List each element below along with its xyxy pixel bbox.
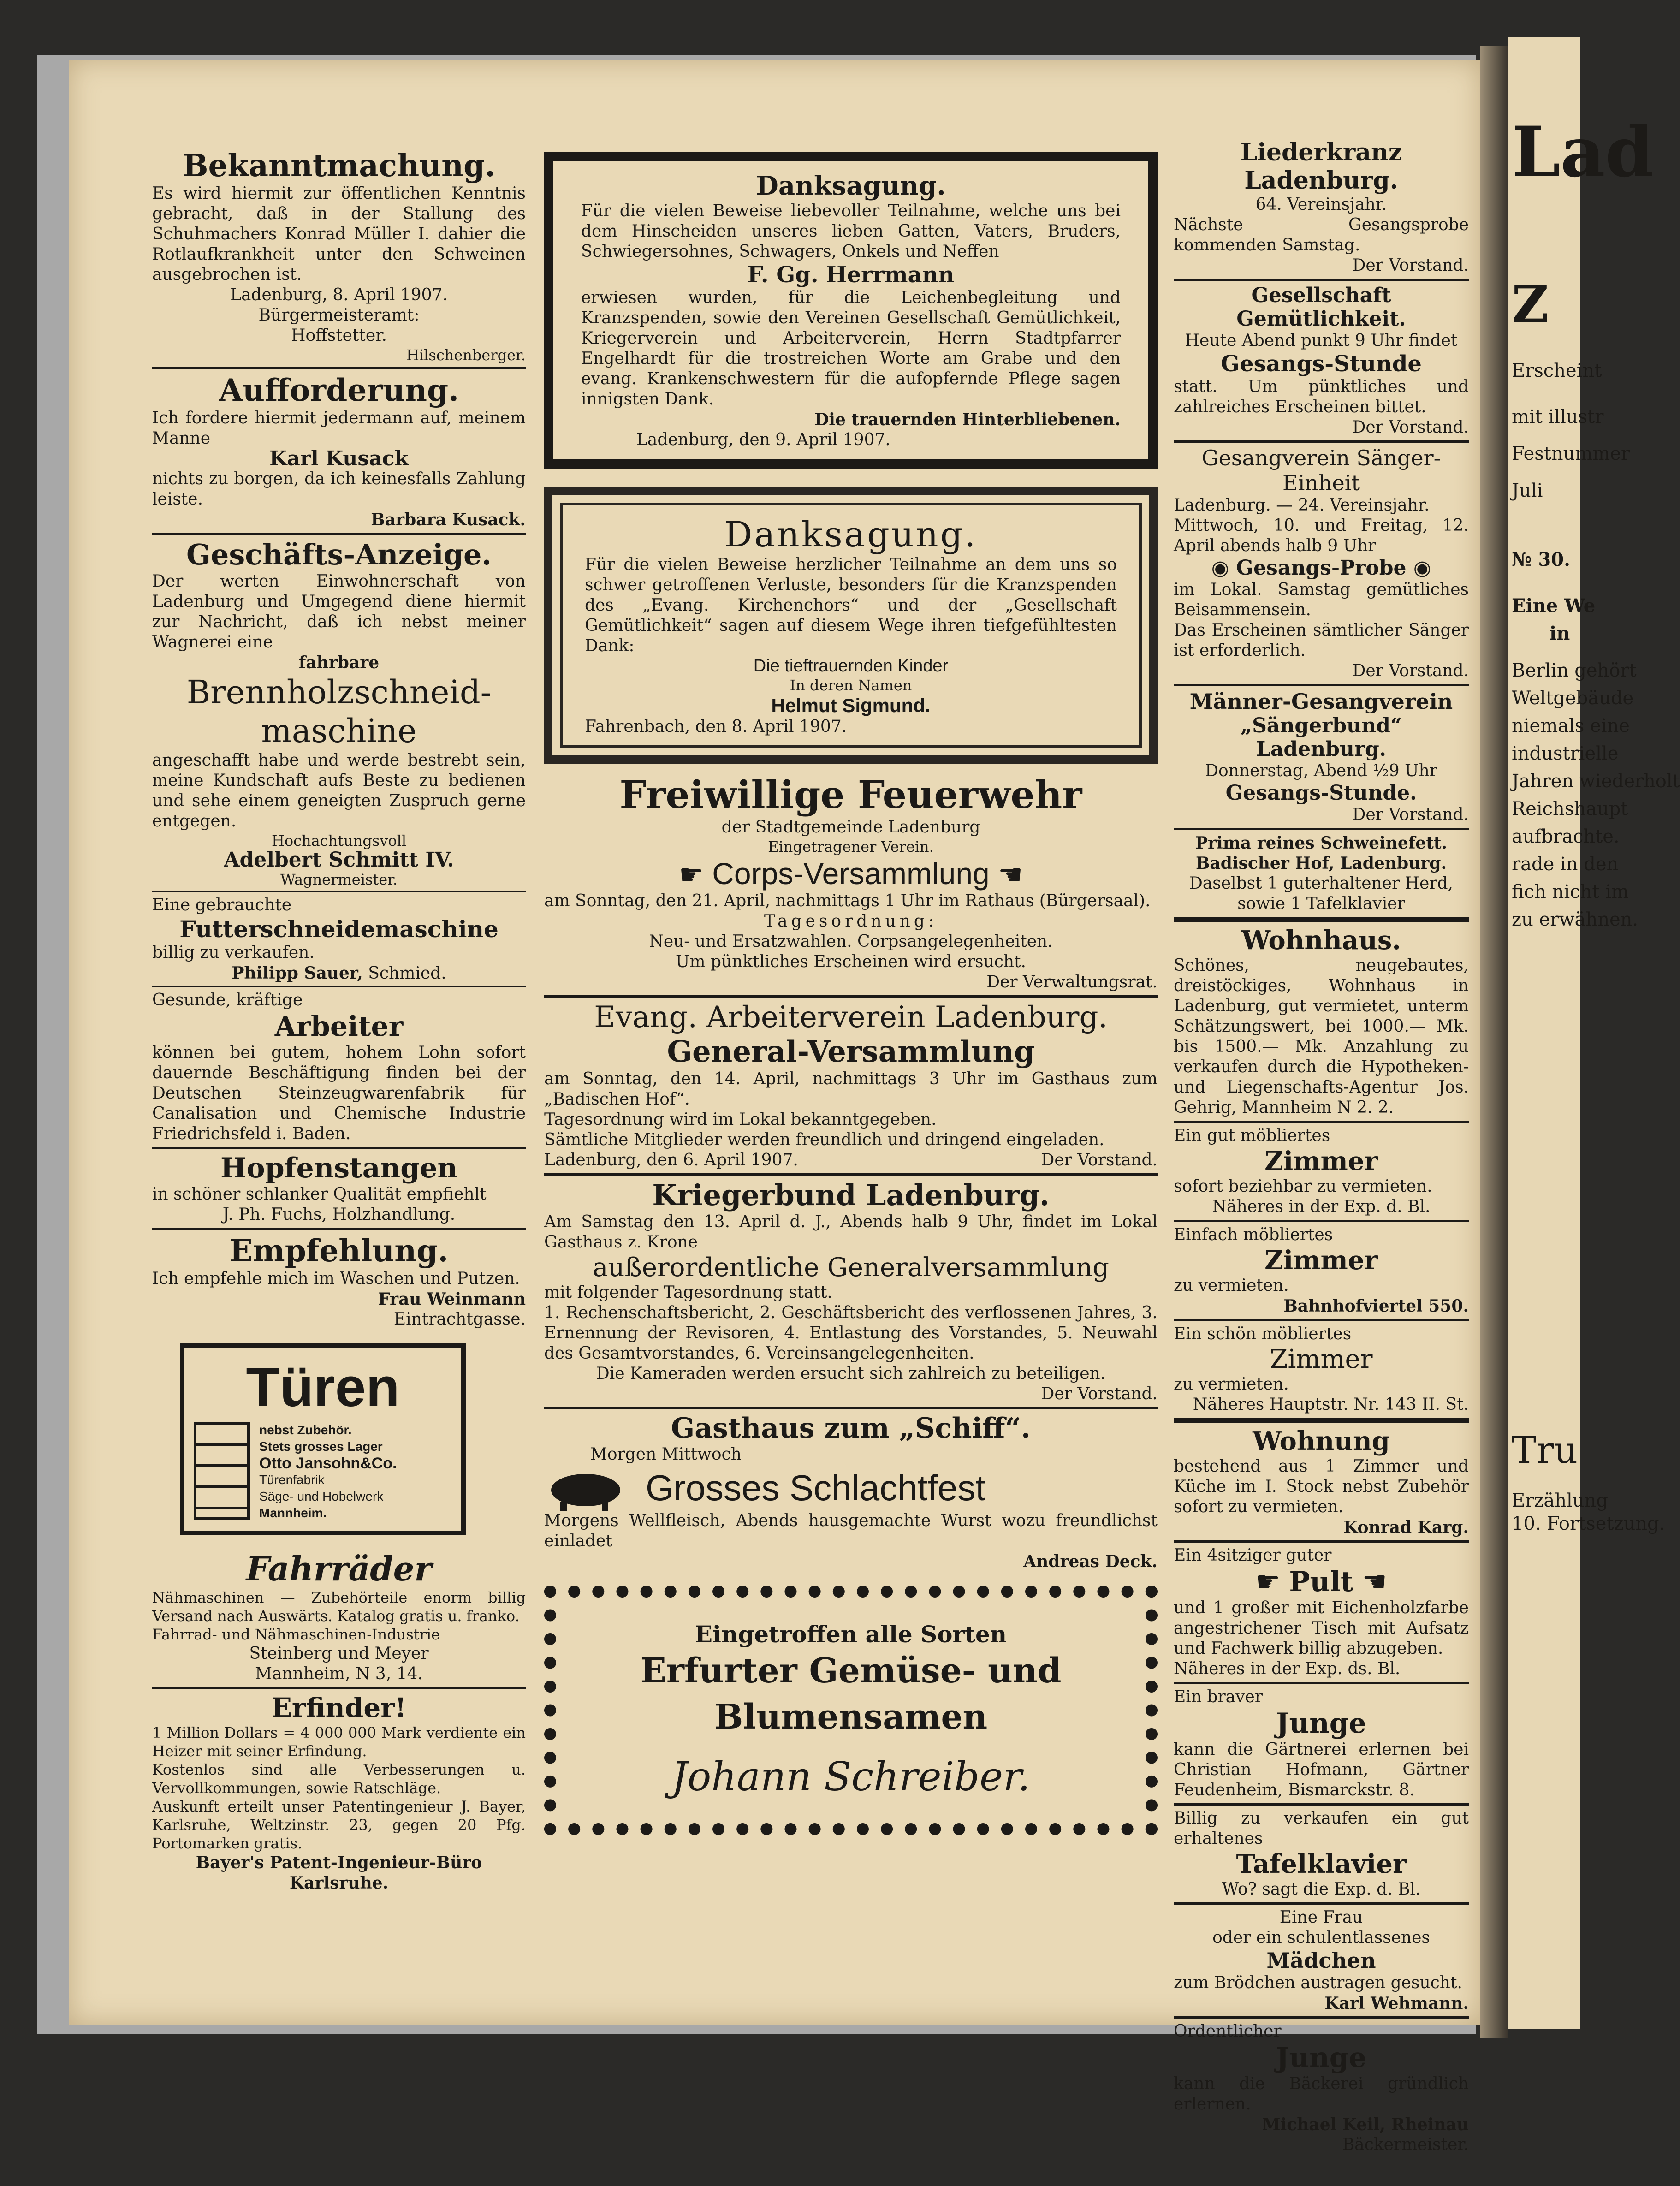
ad-body: Neu- und Ersatzwahlen. Corpsangelegenheiten. (649, 932, 1053, 951)
text-fragment: fich nicht im (1512, 881, 1629, 903)
ad-name: Karl Kusack (269, 447, 409, 470)
column-right (1174, 69, 1469, 2155)
text-fragment: Juli (1512, 480, 1543, 501)
ad-body: Tagesordnung wird im Lokal bekanntgegeben. (544, 1110, 937, 1129)
ad-body: zu vermieten. (1174, 1276, 1289, 1295)
ad-body: nichts zu borgen, da ich keinesfalls Zahlung leiste. (152, 469, 526, 509)
divider (152, 1228, 526, 1230)
ad-pre: Ein braver (1174, 1687, 1263, 1706)
ad-date: Ladenburg, 8. April 1907. (230, 285, 448, 304)
ad-title: Männer-Gesangverein (1189, 689, 1453, 714)
ad-address: Eintrachtgasse. (393, 1310, 526, 1329)
ad-firm: Bayer's Patent-Ingenieur-Büro (196, 1853, 482, 1872)
ad-body: Sämtliche Mitglieder werden freundlich und dringend eingeladen. (544, 1130, 1104, 1149)
ad-firm: Fahrrad- und Nähmaschinen-Industrie (152, 1626, 440, 1643)
ad-pre: Gesunde, kräftige (152, 991, 303, 1010)
ad-title: Tafelklavier (1236, 1849, 1407, 1879)
ad-body: kann die Gärtnerei erlernen bei Christian Hofmann, Gärtner Feudenheim, Bismarckstr. 8. (1174, 1740, 1469, 1800)
adjacent-page (1508, 37, 1680, 2029)
ad-pre: Eine gebrauchte (152, 896, 292, 915)
ad-body: oder ein schulentlassenes (1212, 1928, 1430, 1947)
ad-title: Futterschneidemaschine (179, 915, 499, 943)
ad-body: Wo? sagt die Exp. d. Bl. (1222, 1880, 1421, 1899)
text-fragment: Festnummer (1512, 443, 1630, 464)
ad-body: Donnerstag, Abend ½9 Uhr (1205, 761, 1437, 780)
ad-signature: Der Vorstand. (1352, 418, 1469, 437)
ad-address: Karlsruhe. (289, 1873, 389, 1893)
ad-body: Die Kameraden werden ersucht sich zahlreich zu beteiligen. (596, 1364, 1106, 1383)
ad-body: Kostenlos sind alle Verbesserungen u. Vervollkommungen, sowie Ratschläge. (152, 1761, 526, 1797)
ad-address: Mannheim, N 3, 14. (255, 1664, 423, 1683)
ad-headline: Gesangs-Stunde. (1225, 781, 1417, 805)
divider (1174, 1319, 1469, 1321)
ad-agenda: Tagesordnung: (764, 912, 938, 931)
pig-icon (544, 1465, 627, 1511)
divider (152, 1147, 526, 1149)
ad-name: Johann Schreiber. (671, 1754, 1030, 1800)
ad-signature: Frau Weinmann (378, 1289, 526, 1309)
divider (1174, 2016, 1469, 2019)
ad-signature: J. Ph. Fuchs, Holzhandlung. (222, 1205, 456, 1224)
ad-body: angeschafft habe und werde bestrebt sein, meine Kundschaft aufs Beste zu bedienen und sehe einem geneigten Zuspruch gerne entgegen. (152, 751, 526, 831)
bullet-icon: ◉ (1211, 556, 1229, 580)
ad-title: Wohnung (1253, 1426, 1390, 1456)
ad-name: Helmut Sigmund. (771, 695, 931, 716)
ad-signature: Philipp Sauer, (232, 963, 363, 983)
ad-title: Arbeiter (274, 1010, 404, 1043)
text-fragment: niemals eine (1512, 715, 1630, 737)
ad-date: Ladenburg, den 6. April 1907. (544, 1151, 798, 1170)
ad-office: Bürgermeisteramt: (258, 306, 420, 325)
ad-signature: Die trauernden Hinterbliebenen. (814, 410, 1121, 429)
ad-body: Ladenburg. — 24. Vereinsjahr. (1174, 496, 1430, 515)
ad-body: Auskunft erteilt unser Patentingenieur J. Bayer, Karlsruhe, Weltzinstr. 23, gegen 20 Pfg. Portomarken gratis. (152, 1798, 526, 1852)
ad-signature: Hilschenberger. (406, 346, 526, 364)
text-fragment: Jahren wiederholt (1512, 771, 1680, 792)
ad-line: nebst Zubehör. (259, 1423, 352, 1437)
ad-pre: Ordentlicher (1174, 2022, 1282, 2041)
ad-body: Heute Abend punkt 9 Uhr findet (1185, 331, 1458, 350)
pointing-hand-icon: ☛ (679, 859, 704, 890)
door-icon (194, 1422, 250, 1520)
ad-subtitle: der Stadtgemeinde Ladenburg (721, 818, 980, 837)
ad-body: Am Samstag den 13. April d. J., Abends halb 9 Uhr, findet im Lokal Gasthaus z. Krone (544, 1212, 1158, 1252)
ad-body: in schöner schlanker Qualität empfiehlt (152, 1185, 487, 1204)
divider (544, 1407, 1158, 1409)
ad-headline: Corps-Versammlung (712, 856, 990, 891)
divider (152, 367, 526, 369)
ad-body: Für die vielen Beweise herzlicher Teilnahme an dem uns so schwer getroffenen Verluste, besonders für die Kranzspenden des „Evang. Kirchenchors“ und der „Gesellschaft Gemütlichkeit“ sagen auf diesem Wege ihren tiefgefühltesten Dank: (585, 555, 1117, 655)
text-fragment: aufbrachte. (1512, 826, 1620, 847)
ad-body: Um pünktliches Erscheinen wird ersucht. (676, 952, 1026, 971)
ad-title: Zimmer (1264, 1146, 1378, 1176)
ad-body: 1 Million Dollars = 4 000 000 Mark verdiente ein Heizer mit seiner Erfindung. (152, 1724, 526, 1760)
issue-number: № 30. (1512, 549, 1570, 570)
divider (1174, 1220, 1469, 1222)
divider (1174, 1418, 1469, 1423)
divider (1174, 440, 1469, 443)
ad-title: Pult (1289, 1566, 1353, 1598)
ad-role: Bäckermeister. (1342, 2135, 1469, 2154)
divider (152, 533, 526, 535)
ad-date: Fahrenbach, den 8. April 1907. (585, 717, 847, 736)
ad-signature: Der Vorstand. (1352, 661, 1469, 680)
divider (152, 1687, 526, 1689)
ad-subtitle: „Sängerbund“ Ladenburg. (1240, 714, 1402, 761)
ad-body: zu vermieten. (1174, 1375, 1289, 1394)
text-fragment: industrielle (1512, 743, 1619, 764)
ad-body: im Lokal. Samstag gemütliches Beisammensein. (1174, 580, 1469, 619)
ad-body: erwiesen wurden, für die Leichenbegleitung und Kranzspenden, sowie den Vereinen Gesellschaft Gemütlichkeit, Kriegerverein und Arbeiterverein, Herrn Stadtpfarrer Engelhardt für die trostreichen Worte am Grabe und den evang. Krankenschwestern für die aufopfernde Pflege sagen innigsten Dank. (581, 288, 1121, 409)
ad-title: Junge (1276, 2042, 1366, 2074)
divider (1174, 1540, 1469, 1543)
column-left (152, 69, 526, 1893)
ad-title: Bekanntmachung. (182, 148, 496, 184)
ad-signature: Der Vorstand. (1352, 256, 1469, 275)
ad-body: am Sonntag, den 21. April, nachmittags 1 Uhr im Rathaus (Bürgersaal). (544, 891, 1151, 910)
ad-signature: Hoffstetter. (291, 326, 387, 345)
ad-title: Hopfenstangen (220, 1152, 457, 1184)
ad-body: Das Erscheinen sämtlicher Sänger ist erforderlich. (1174, 621, 1469, 660)
ad-signature: Barbara Kusack. (371, 510, 526, 529)
ad-line: Säge- und Hobelwerk (259, 1489, 384, 1503)
turen-ad (180, 1343, 466, 1535)
ad-date: Ladenburg, den 9. April 1907. (636, 430, 890, 449)
masthead-fragment: Z (1512, 274, 1549, 334)
ad-signature: Adelbert Schmitt IV. (224, 848, 454, 872)
ad-line: Mannheim. (259, 1506, 327, 1520)
divider (1174, 684, 1469, 686)
ad-role: Wagnermeister. (280, 871, 398, 888)
ad-signature: Der Vorstand. (1352, 805, 1469, 824)
ad-body: Näheres in der Exp. d. Bl. (1212, 1197, 1431, 1216)
ad-body: Es wird hiermit zur öffentlichen Kenntnis gebracht, daß in der Stallung des Schuhmachers Konrad Müller I. dahier die Rotlaufkrankheit unter den Schweinen ausgebrochen ist. (152, 184, 526, 284)
ad-body: Badischer Hof, Ladenburg. (1195, 854, 1447, 873)
pointing-hand-icon: ☛ (1255, 1566, 1281, 1598)
text-fragment: 10. Fortsetzung. (1512, 1513, 1665, 1534)
divider (1174, 1682, 1469, 1684)
text-fragment: in (1549, 623, 1570, 644)
ad-signature: Michael Keil, Rheinau (1262, 2115, 1469, 2134)
ad-title: Freiwillige Feuerwehr (619, 773, 1082, 817)
ad-title: Gasthaus zum „Schiff“. (671, 1412, 1031, 1444)
ad-title: Gesellschaft Gemütlichkeit. (1236, 284, 1406, 331)
ad-title: Liederkranz Ladenburg. (1240, 138, 1402, 195)
ad-body: Mittwoch, 10. und Freitag, 12. April abends halb 9 Uhr (1174, 516, 1469, 555)
ad-body: Ich empfehle mich im Waschen und Putzen. (152, 1269, 520, 1288)
divider (1174, 279, 1469, 281)
ad-signature: Konrad Karg. (1343, 1518, 1469, 1537)
ad-body: Bahnhofviertel 550. (1283, 1296, 1469, 1316)
ad-title: Kriegerbund Ladenburg. (652, 1178, 1050, 1212)
ad-line: Türenfabrik (259, 1473, 325, 1487)
text-fragment: Weltgebäude (1512, 688, 1634, 709)
ad-title: Erfinder! (271, 1692, 407, 1723)
ad-title: Eingetroffen alle Sorten (695, 1621, 1007, 1648)
ad-title: Aufforderung. (219, 372, 459, 408)
ad-name: F. Gg. Herrmann (747, 262, 955, 288)
ad-signature: Der Vorstand. (1041, 1384, 1158, 1403)
seed-ad (544, 1586, 1158, 1835)
ad-headline: Grosses Schlachtfest (646, 1467, 985, 1508)
ad-body: und 1 großer mit Eichenholzfarbe angestrichener Tisch mit Aufsatz und Fachwerk billig abzugeben. (1174, 1598, 1469, 1658)
danksagung-sigmund (544, 487, 1158, 764)
ad-headline: Gesangs-Probe (1236, 556, 1407, 580)
ad-name: Steinberg und Meyer (249, 1644, 429, 1663)
masthead-fragment: Lad (1512, 112, 1654, 193)
ad-title: Fahrräder (246, 1549, 432, 1588)
ad-signature: Der Vorstand. (1041, 1151, 1158, 1170)
ad-pre: Eine Frau (1279, 1908, 1363, 1927)
ad-role: Schmied. (368, 964, 446, 983)
ad-greeting: Hochachtungsvoll (271, 832, 407, 849)
ad-title: Empfehlung. (229, 1233, 449, 1269)
ad-pre: Billig zu verkaufen ein gut erhaltenes (1174, 1809, 1469, 1848)
ad-title: Evang. Arbeiterverein Ladenburg. (594, 1000, 1108, 1034)
ad-pre: Ein 4sitziger guter (1174, 1546, 1332, 1565)
ad-body: Näheres in der Exp. ds. Bl. (1174, 1659, 1401, 1678)
ad-pre: Einfach möbliertes (1174, 1225, 1333, 1244)
ad-firm: Otto Jansohn&Co. (259, 1455, 397, 1472)
ad-body: 1. Rechenschaftsbericht, 2. Geschäftsbericht des verflossenen Jahres, 3. Ernennung der Revisoren, 4. Entlastung des Vorstandes, 5. Neuwahl des Gesamtvorstandes, 6. Vereinsangelegenheiten. (544, 1303, 1158, 1363)
text-fragment: rade in den (1512, 854, 1619, 875)
text-fragment: mit illustr (1512, 406, 1604, 428)
ad-title: Junge (1276, 1707, 1366, 1740)
pointing-hand-icon: ☚ (1362, 1566, 1387, 1598)
ad-headline: außerordentliche Generalversammlung (593, 1253, 1109, 1283)
divider (1174, 828, 1469, 830)
ad-body: statt. Um pünktliches und zahlreiches Erscheinen bittet. (1174, 377, 1469, 416)
danksagung-herrmann (544, 152, 1158, 469)
ad-body: zum Brödchen austragen gesucht. (1174, 1973, 1462, 1992)
ad-body: 64. Vereinsjahr. (1255, 195, 1387, 214)
ad-body: Der werten Einwohnerschaft von Ladenburg und Umgegend diene hiermit zur Nachricht, daß ich nebst meiner Wagnerei eine (152, 572, 526, 652)
ad-body: Daselbst 1 guterhaltener Herd, sowie 1 Tafelklavier (1189, 874, 1454, 913)
ad-headline: Gesangs-Stunde (1221, 351, 1422, 377)
book-gutter (1480, 46, 1508, 2038)
ad-title: Zimmer (1270, 1344, 1373, 1374)
ad-headline: Brennholzschneid-maschine (186, 673, 492, 750)
divider (1174, 1902, 1469, 1905)
divider (1174, 1121, 1469, 1123)
text-fragment: Eine We (1512, 595, 1596, 617)
ad-body: können bei gutem, hohem Lohn sofort dauernde Beschäftigung finden bei der Deutschen Steinzeugwarenfabrik für Canalisation und Chemische Industrie Friedrichsfeld i. Baden. (152, 1043, 526, 1143)
ad-body: Morgen Mittwoch (590, 1445, 742, 1464)
ad-title: Mädchen (1266, 1948, 1376, 1973)
ad-signature: Andreas Deck. (1023, 1552, 1158, 1571)
divider (544, 1173, 1158, 1176)
ad-headline: Erfurter Gemüse- und (640, 1651, 1062, 1691)
ad-title: Danksagung. (724, 514, 978, 555)
ad-body: Für die vielen Beweise liebevoller Teilnahme, welche uns bei dem Hinscheiden unseres lieben Gatten, Vaters, Bruders, Schwiegersohnes, Schwagers, Onkels und Neffen (581, 202, 1121, 261)
ad-signature: Karl Wehmann. (1324, 1994, 1469, 2013)
ad-body: Schönes, neugebautes, dreistöckiges, Wohnhaus in Ladenburg, gut vermietet, unterm Schätzungswert, bei 1000.— Mk. bis 1500.— Mk. Anzahlung zu verkaufen durch die Hypotheken- und Liegenschafts-Agentur Jos. Gehrig, Mannheim N 2. 2. (1174, 956, 1469, 1117)
text-fragment: zu erwähnen. (1512, 909, 1638, 930)
ad-body: Nähmaschinen — Zubehörteile enorm billig Versand nach Auswärts. Katalog gratis u. franko. (152, 1589, 526, 1625)
ad-headline: Blumensamen (714, 1697, 988, 1737)
ad-subtitle: Eingetragener Verein. (768, 838, 934, 855)
bullet-icon: ◉ (1413, 556, 1431, 580)
ad-body-bold: fahrbare (298, 653, 380, 672)
ad-pre: Ein gut möbliertes (1174, 1126, 1330, 1145)
ad-body: bestehend aus 1 Zimmer und Küche im I. Stock nebst Zubehör sofort zu vermieten. (1174, 1457, 1469, 1516)
divider (1174, 1803, 1469, 1806)
ad-title: Zimmer (1264, 1245, 1378, 1276)
text-fragment: Erscheint (1512, 360, 1602, 381)
masthead-fragment: Tru (1512, 1429, 1578, 1472)
column-center (544, 69, 1158, 1835)
ad-title: Geschäfts-Anzeige. (186, 538, 492, 571)
ad-title: Wohnhaus. (1241, 925, 1401, 956)
ad-title: Türen (246, 1356, 400, 1418)
pointing-hand-icon: ☚ (998, 859, 1023, 890)
ad-body: billig zu verkaufen. (152, 943, 315, 962)
ad-headline: General-Versammlung (667, 1034, 1035, 1069)
ad-body: Ich fordere hiermit jedermann auf, meinem Manne (152, 409, 526, 448)
ad-body: Näheres Hauptstr. Nr. 143 II. St. (1193, 1395, 1469, 1414)
ad-body: sofort beziehbar zu vermieten. (1174, 1177, 1432, 1196)
ad-title: Danksagung. (756, 171, 946, 201)
ad-line: Stets grosses Lager (259, 1439, 383, 1454)
divider (1174, 917, 1469, 922)
ad-title: Gesangverein Sänger-Einheit (1201, 446, 1441, 495)
text-fragment: Reichshaupt (1512, 798, 1628, 820)
ad-signature: Die tieftrauernden Kinder (753, 656, 949, 676)
divider (152, 891, 526, 892)
ad-signature: In deren Namen (790, 677, 912, 694)
divider (544, 995, 1158, 998)
divider (152, 986, 526, 987)
ad-body: Prima reines Schweinefett. (1195, 833, 1447, 853)
text-fragment: Berlin gehört (1512, 660, 1637, 681)
ad-body: mit folgender Tagesordnung statt. (544, 1283, 832, 1302)
ad-signature: Der Verwaltungsrat. (986, 973, 1158, 992)
ad-body: kann die Bäckerei gründlich erlernen. (1174, 2074, 1469, 2114)
text-fragment: Erzählung (1512, 1490, 1608, 1511)
ad-body: am Sonntag, den 14. April, nachmittags 3 Uhr im Gasthaus zum „Badischen Hof“. (544, 1069, 1158, 1109)
ad-body: Nächste Gesangsprobe kommenden Samstag. (1174, 215, 1469, 255)
ad-body: Morgens Wellfleisch, Abends hausgemachte Wurst wozu freundlichst einladet (544, 1511, 1158, 1550)
ad-pre: Ein schön möbliertes (1174, 1325, 1352, 1343)
